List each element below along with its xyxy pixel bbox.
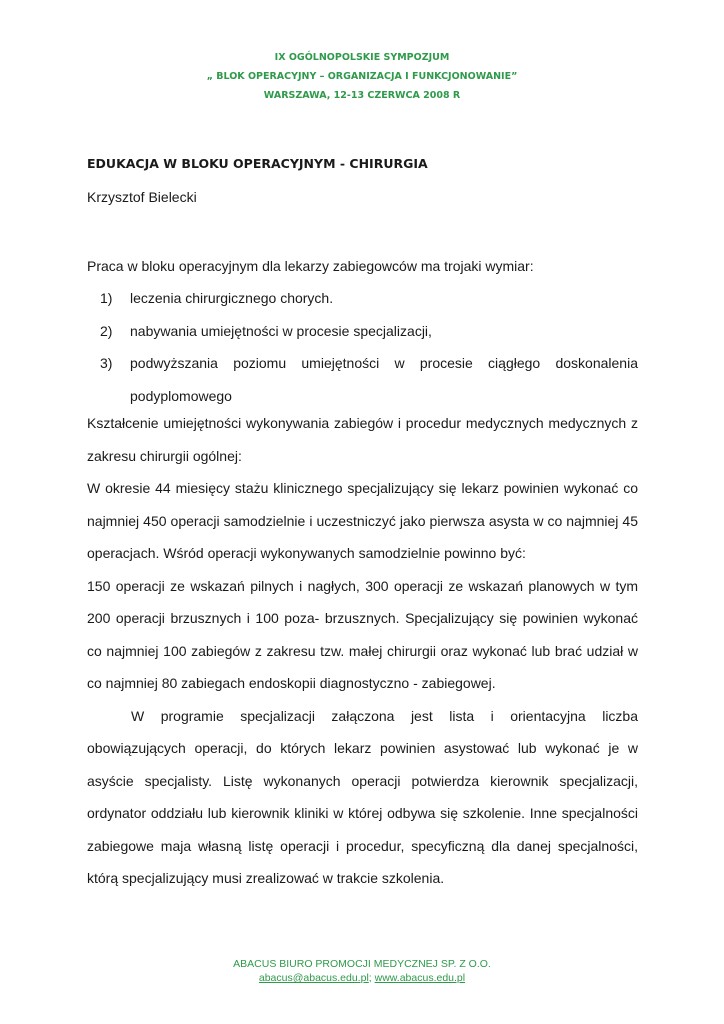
list-item-text: podyplomowego xyxy=(130,387,232,404)
symposium-date-location: WARSZAWA, 12-13 CZERWCA 2008 R xyxy=(263,90,461,101)
symposium-title: IX OGÓLNOPOLSKIE SYMPOZJUM xyxy=(274,52,450,63)
document-title: EDUKACJA W BLOKU OPERACYJNYM - CHIRURGIA xyxy=(87,156,428,171)
list-number: 3) xyxy=(100,355,113,371)
list-number: 1) xyxy=(100,290,113,306)
list-item-text: podwyższania poziomu umiejętności w procesie ciągłego doskonalenia xyxy=(130,355,638,371)
list-item xyxy=(87,315,638,348)
intro-text: Praca w bloku operacyjnym dla lekarzy zabiegowców ma trojaki wymiar: xyxy=(87,258,534,274)
paragraph-training-scope: Kształcenie umiejętności wykonywania zabiegów i procedur medycznych medycznych z zakresu chirurgii ogólnej: xyxy=(87,415,638,464)
link-separator: ; xyxy=(368,972,375,984)
symposium-subtitle: „ BLOK OPERACYJNY – ORGANIZACJA I FUNKCJONOWANIE” xyxy=(206,71,518,82)
author-name: Krzysztof Bielecki xyxy=(87,189,197,205)
document-footer xyxy=(0,957,724,985)
company-name: ABACUS BIURO PROMOCJI MEDYCZNEJ SP. Z O.O. xyxy=(233,958,491,970)
list-item xyxy=(87,347,638,380)
paragraph-specialization-program: W programie specjalizacji załączona jest lista i orientacyjna liczba obowiązujących operacji, do których lekarz powinien asystować lub wykonać je w asyście specjalisty. Listę wykonanych operacji potwierdza kierownik specjalizacji, ordynator oddziału lub kierownik kliniki w której odbywa się szkolenie. Inne specjalności zabiegowe maja własną listę operacji i procedur, specyficzną dla danej specjalności, którą specjalizujący musi zrealizować w trakcie szkolenia. xyxy=(87,707,638,886)
body-content xyxy=(87,407,638,895)
email-link[interactable]: abacus@abacus.edu.pl xyxy=(258,972,369,984)
paragraph-operation-breakdown: 150 operacji ze wskazań pilnych i nagłych, 300 operacji ze wskazań planowych w tym 200 operacji brzusznych i 100 poza- brzusznych. Specjalizujący się powinien wykonać co najmniej 100 zabiegów z zakresu tzw. małej chirurgii oraz wykonać lub brać udział w co najmniej 80 zabiegach endoskopii diagnostyczno - zabiegowej. xyxy=(87,577,638,691)
dimensions-list xyxy=(87,282,638,412)
list-item xyxy=(87,282,638,315)
list-item-text: nabywania umiejętności w procesie specjalizacji, xyxy=(130,322,432,339)
list-item-text: leczenia chirurgicznego chorych. xyxy=(130,290,334,306)
document-header xyxy=(0,48,724,105)
paragraph-operation-count: W okresie 44 miesięcy stażu klinicznego specjalizujący się lekarz powinien wykonać co najmniej 450 operacji samodzielnie i uczestniczyć jako pierwsza asysta w co najmniej 45 operacjach. Wśród operacji wykonywanych samodzielnie powinno być: xyxy=(87,480,638,561)
website-link[interactable]: www.abacus.edu.pl xyxy=(374,972,466,984)
list-number: 2) xyxy=(100,322,113,339)
contact-links xyxy=(0,971,724,985)
